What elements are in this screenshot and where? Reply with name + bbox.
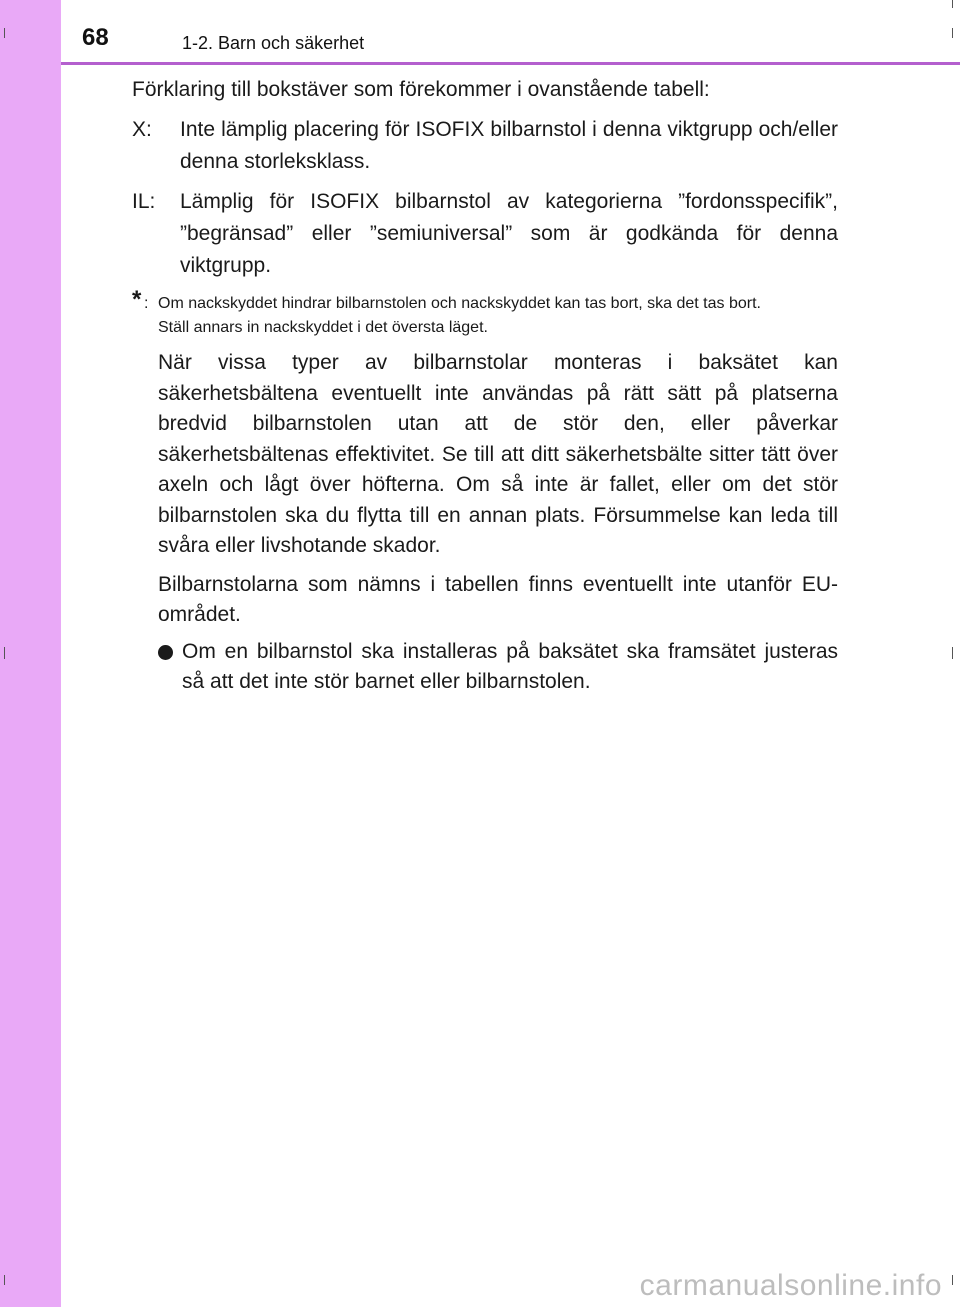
crop-mark: [952, 0, 953, 8]
crop-mark: [4, 647, 5, 659]
bullet-text: Om en bilbarnstol ska installeras på baksätet ska framsätet justeras så att det inte stör barnet eller bilbarnstolen.: [182, 639, 838, 693]
body-paragraph: När vissa typer av bilbarnstolar monteras i baksätet kan säkerhetsbältena eventuellt inte användas på rätt sätt på platserna bredvid bilbarnstolen utan att de stör den, eller påverkar säkerhetsbältenas effektivitet. Se till att ditt säkerhetsbälte sitter tätt över axeln och lågt över höfterna. Om så inte är fallet, eller om det stör bilbarnstolen ska du flytta till en annan plats. Försummelse kan leda till svåra eller livshotande skador.: [158, 351, 838, 557]
bullet-dot-icon: [158, 645, 173, 660]
watermark: carmanualsonline.info: [639, 1269, 942, 1302]
crop-mark: [952, 1275, 953, 1285]
definition-text: Lämplig för ISOFIX bilbarnstol av kategorierna ”fordonsspecifik”, ”begränsad” eller ”semiuniversal” som är godkända för denna viktgrupp.: [180, 190, 838, 277]
crop-mark: [4, 28, 5, 38]
footnote-colon: :: [144, 295, 149, 312]
crop-mark: [952, 28, 953, 38]
legend-intro: Förklaring till bokstäver som förekommer i ovanstående tabell:: [132, 78, 710, 101]
crop-mark: [4, 1275, 5, 1285]
bullet-item: [158, 637, 838, 698]
definition-key: X:: [132, 118, 152, 141]
definition-key: IL:: [132, 190, 156, 213]
header-band: [61, 0, 960, 64]
header-rule: [61, 62, 960, 65]
footnote-marker: *: [132, 286, 142, 313]
footnote-line: Om nackskyddet hindrar bilbarnstolen och nackskyddet kan tas bort, ska det tas bort.: [158, 295, 761, 312]
crop-mark: [952, 647, 953, 659]
page-content: [132, 74, 838, 698]
footnote-line: Ställ annars in nackskyddet i det översta läget.: [158, 319, 488, 336]
side-color-strip: [0, 0, 61, 1307]
definition-text: Inte lämplig placering för ISOFIX bilbarnstol i denna viktgrupp och/eller denna storleksklass.: [180, 118, 838, 173]
footnote: [132, 286, 838, 340]
page-number: 68: [82, 24, 109, 51]
section-title: 1-2. Barn och säkerhet: [182, 33, 365, 53]
definition-x: [132, 114, 838, 178]
definition-il: [132, 186, 838, 282]
body-paragraph: Bilbarnstolarna som nämns i tabellen finns eventuellt inte utanför EU-området.: [158, 572, 838, 626]
